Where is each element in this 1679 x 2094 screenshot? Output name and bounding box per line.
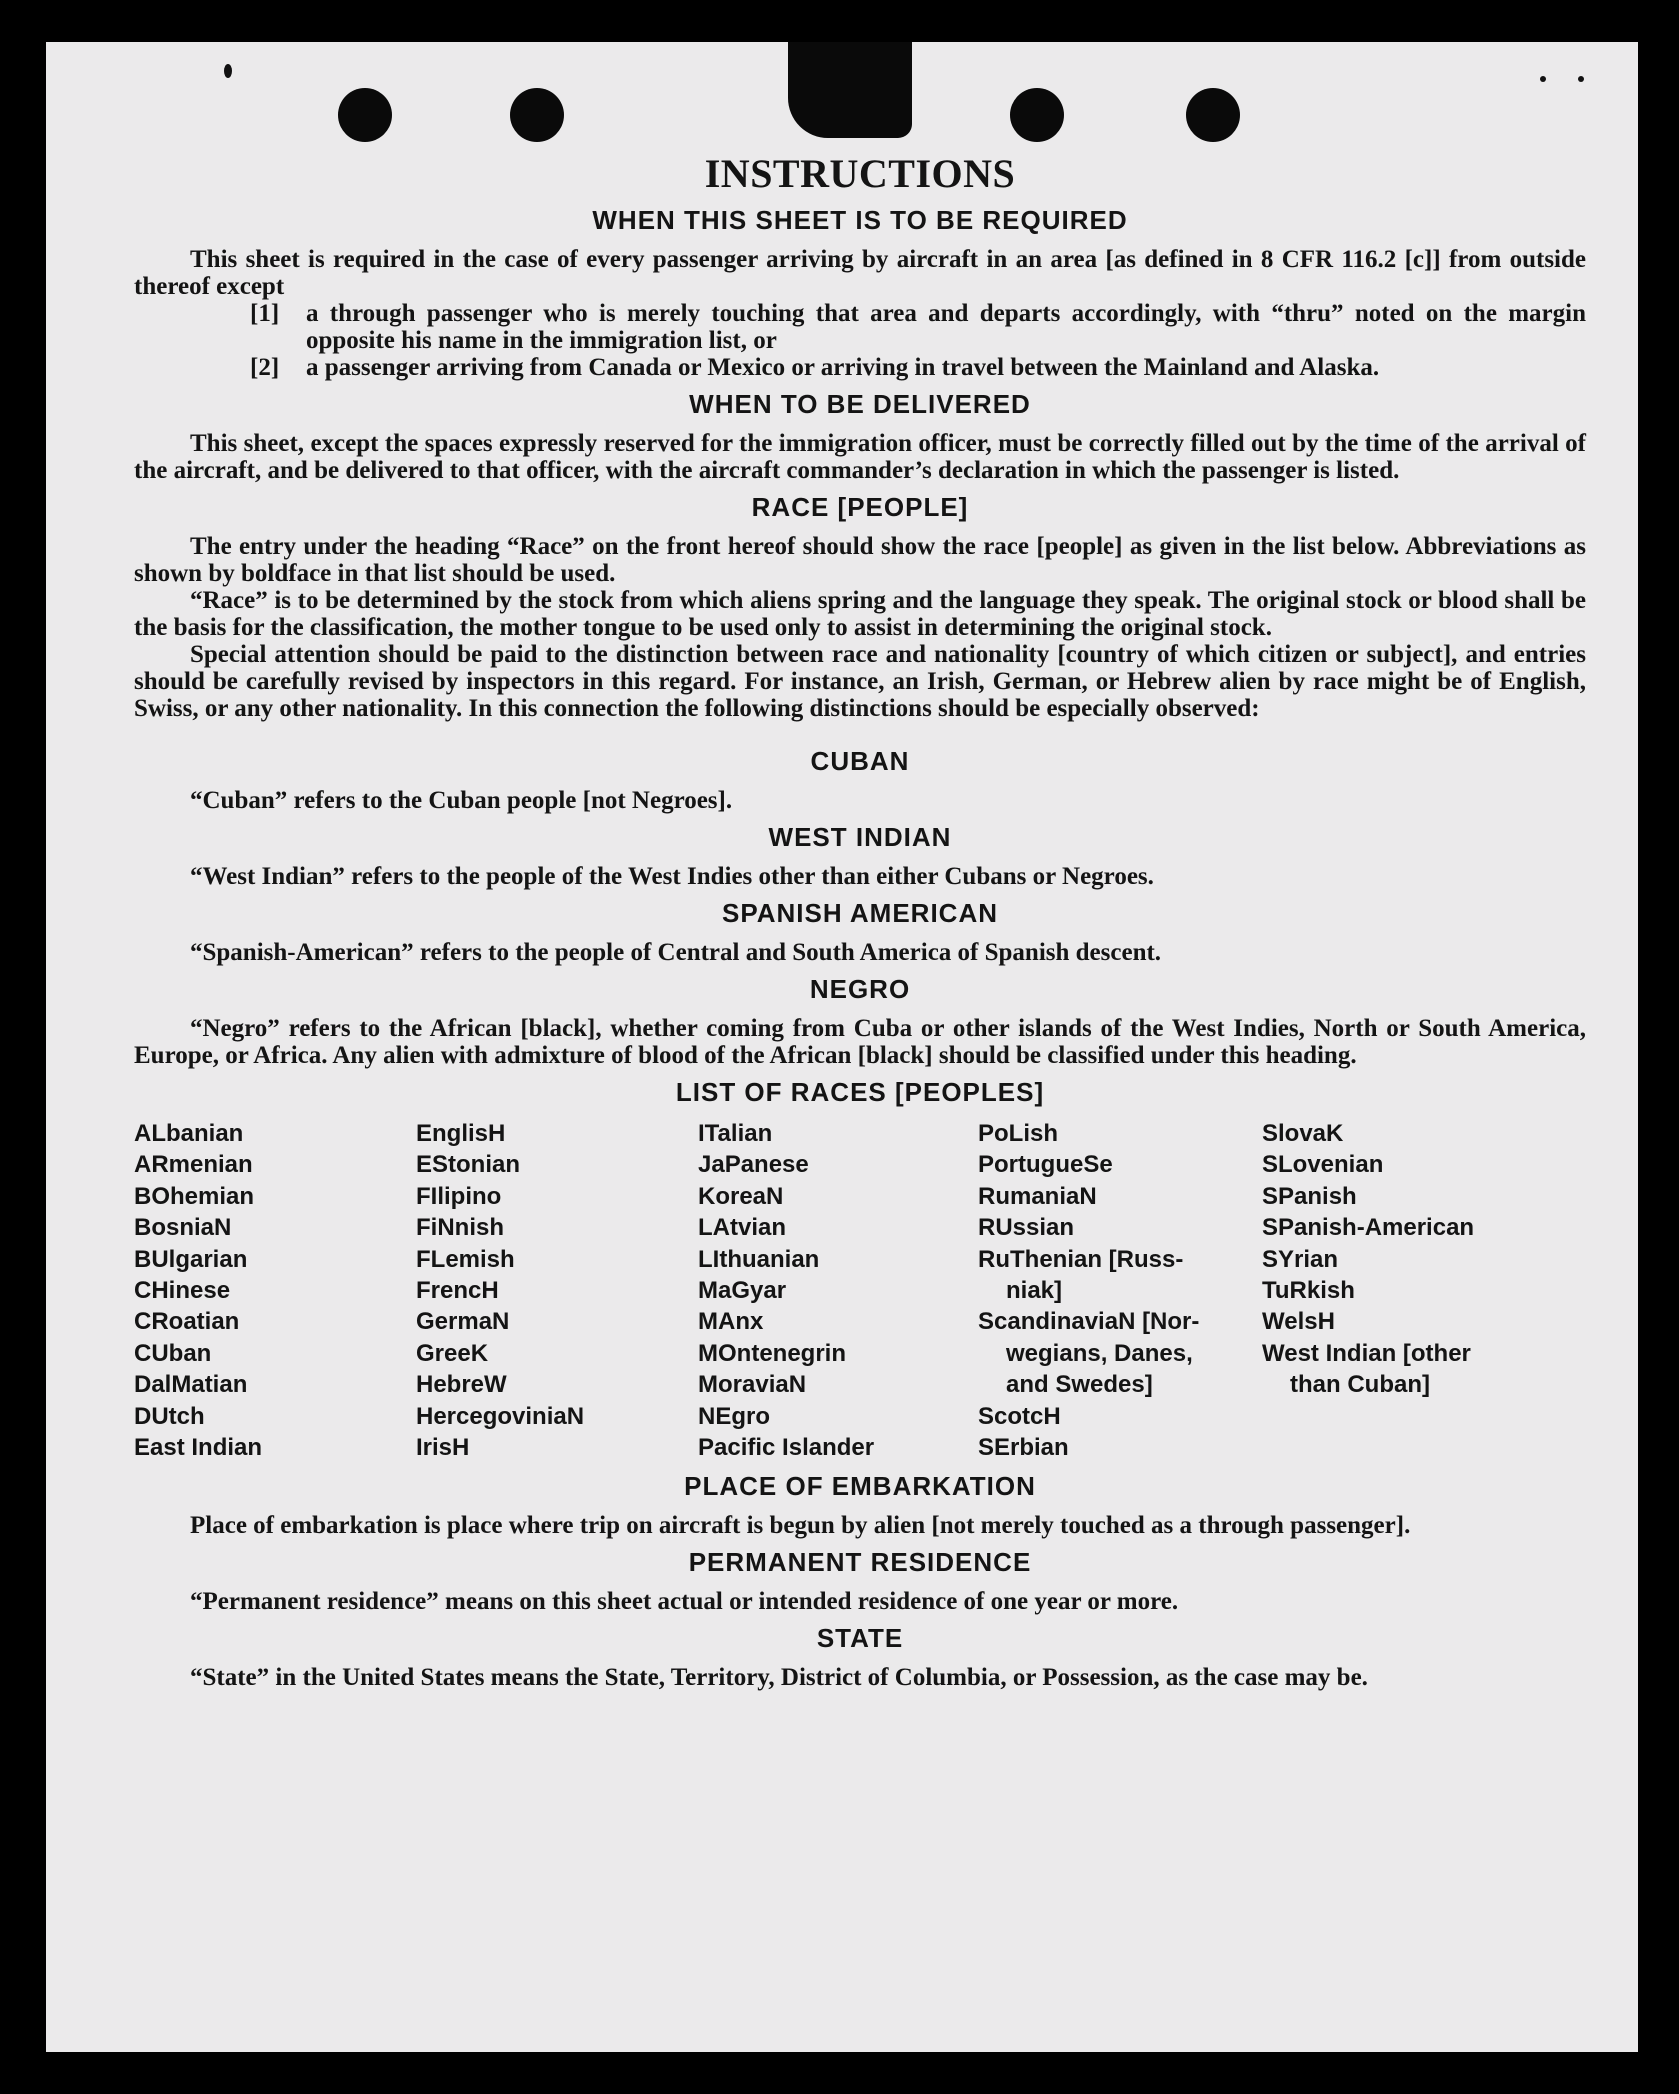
race-entry: HebreW bbox=[416, 1371, 507, 1399]
race-entry: MOntenegrin bbox=[698, 1339, 846, 1367]
section-heading-state: STATE bbox=[816, 1623, 904, 1654]
section-heading-embarkation: PLACE OF EMBARKATION bbox=[684, 1471, 1036, 1502]
race-entry: SErbian bbox=[978, 1434, 1069, 1462]
race-entry-continuation: niak] bbox=[1006, 1277, 1063, 1305]
section-heading-race: RACE [PEOPLE] bbox=[751, 492, 969, 522]
race-entry: ALbanian bbox=[134, 1120, 244, 1147]
page-title: INSTRUCTIONS bbox=[704, 151, 1016, 196]
race-entry: GreeK bbox=[416, 1339, 489, 1367]
race-entry: SLovenian bbox=[1262, 1151, 1384, 1179]
race-entry: GermaN bbox=[416, 1308, 510, 1336]
required-intro: This sheet is required in the case of every passenger arriving by aircraft in an area [as defined in 8 CFR 116.2 [c]] from outside thereof except bbox=[134, 246, 1586, 300]
race-entry: FIlipino bbox=[416, 1182, 502, 1210]
race-entry: RUssian bbox=[978, 1214, 1075, 1242]
race-entry: JaPanese bbox=[698, 1151, 809, 1179]
race-entry: Pacific Islander bbox=[698, 1434, 875, 1462]
race-entry: MAnx bbox=[698, 1308, 764, 1336]
race-entry: PortugueSe bbox=[978, 1151, 1113, 1179]
race-entry: FLemish bbox=[416, 1245, 515, 1273]
race-entry: ARmenian bbox=[134, 1151, 253, 1179]
race-entry: TuRkish bbox=[1262, 1277, 1355, 1305]
race-entry: DalMatian bbox=[134, 1371, 248, 1399]
race-entry: CHinese bbox=[134, 1277, 231, 1305]
race-paragraph: The entry under the heading “Race” on the front hereof should show the race [people] as given in the list below. Abbreviations as shown by boldface in that list should be used. bbox=[134, 533, 1586, 587]
race-entry-continuation: and Swedes] bbox=[1006, 1371, 1153, 1399]
exception-item bbox=[134, 300, 1586, 354]
punch-hole bbox=[510, 88, 564, 142]
item-number: [2] bbox=[250, 354, 280, 381]
ink-speck bbox=[1540, 76, 1546, 82]
race-entry: KoreaN bbox=[698, 1182, 784, 1210]
race-entry: RumaniaN bbox=[978, 1182, 1097, 1210]
races-column bbox=[416, 1118, 698, 1463]
race-entry: RuThenian [Russ- bbox=[978, 1245, 1184, 1273]
race-paragraph: “Race” is to be determined by the stock from which aliens spring and the language they speak. The original stock or blood shall be the basis for the classification, the mother tongue to be used only to assist in determining the original stock. bbox=[134, 587, 1586, 641]
race-entry: SlovaK bbox=[1262, 1120, 1344, 1147]
race-entry-continuation: wegians, Danes, bbox=[1006, 1339, 1193, 1367]
race-entry: CUban bbox=[134, 1339, 212, 1367]
race-entry: EStonian bbox=[416, 1151, 521, 1179]
race-entry-continuation: than Cuban] bbox=[1290, 1371, 1430, 1399]
race-entry: WelsH bbox=[1262, 1308, 1335, 1336]
item-text: a through passenger who is merely touching that area and departs accordingly, with “thru” noted on the margin opposite his name in the immigration list, or bbox=[306, 300, 1586, 354]
race-entry: BUlgarian bbox=[134, 1245, 248, 1273]
races-column bbox=[134, 1118, 416, 1463]
race-entry: ITalian bbox=[698, 1120, 773, 1147]
state-text: “State” in the United States means the State, Territory, District of Columbia, or Possession, as the case may be. bbox=[190, 1664, 1368, 1692]
races-column bbox=[698, 1118, 978, 1463]
race-entry: PoLish bbox=[978, 1120, 1059, 1147]
punch-hole bbox=[338, 88, 392, 142]
document-page bbox=[46, 42, 1638, 2052]
embarkation-text: Place of embarkation is place where trip on aircraft is begun by alien [not merely touched as a through passenger]. bbox=[190, 1512, 1411, 1540]
race-entry: East Indian bbox=[134, 1434, 263, 1462]
item-text: a passenger arriving from Canada or Mexico or arriving in travel between the Mainland and Alaska. bbox=[306, 354, 1380, 381]
section-heading-residence: PERMANENT RESIDENCE bbox=[688, 1547, 1032, 1578]
race-entry: BosniaN bbox=[134, 1214, 232, 1242]
race-entry: CRoatian bbox=[134, 1308, 240, 1336]
race-entry: NEgro bbox=[698, 1402, 770, 1430]
race-entry: EnglisH bbox=[416, 1120, 506, 1147]
race-entry: HercegoviniaN bbox=[416, 1402, 585, 1430]
section-heading-cuban: CUBAN bbox=[810, 746, 910, 776]
races-column bbox=[1262, 1118, 1562, 1463]
race-entry: SPanish-American bbox=[1262, 1214, 1475, 1242]
delivered-text: This sheet, except the spaces expressly reserved for the immigration officer, must be correctly filled out by the time of the arrival of the aircraft, and be delivered to that officer, with the aircraft commander’s declaration in which the passenger is listed. bbox=[134, 430, 1586, 484]
race-entry: MaGyar bbox=[698, 1277, 787, 1305]
torn-notch bbox=[788, 42, 912, 138]
ink-speck bbox=[1578, 76, 1584, 82]
punch-hole bbox=[1010, 88, 1064, 142]
race-entry: LAtvian bbox=[698, 1214, 787, 1242]
section-heading-negro: NEGRO bbox=[809, 974, 911, 1004]
section-heading-delivered: WHEN TO BE DELIVERED bbox=[689, 389, 1031, 419]
exception-item bbox=[134, 354, 1586, 381]
races-column bbox=[978, 1118, 1262, 1463]
race-entry: FiNnish bbox=[416, 1214, 504, 1242]
race-entry: SYrian bbox=[1262, 1245, 1339, 1273]
section-heading-list-of-races: LIST OF RACES [PEOPLES] bbox=[675, 1077, 1045, 1107]
race-entry: West Indian [other bbox=[1262, 1339, 1471, 1367]
section-heading-west-indian: WEST INDIAN bbox=[768, 822, 952, 852]
race-entry: ScandinaviaN [Nor- bbox=[978, 1308, 1200, 1336]
race-entry: ScotcH bbox=[978, 1402, 1061, 1430]
race-entry: SPanish bbox=[1262, 1182, 1357, 1210]
cuban-text: “Cuban” refers to the Cuban people [not Negroes]. bbox=[190, 787, 733, 814]
section-heading-required: WHEN THIS SHEET IS TO BE REQUIRED bbox=[592, 205, 1128, 235]
race-entry: IrisH bbox=[416, 1434, 470, 1462]
race-entry: BOhemian bbox=[134, 1182, 255, 1210]
race-entry: DUtch bbox=[134, 1402, 205, 1430]
instructions-content bbox=[134, 150, 1586, 1691]
negro-text: “Negro” refers to the African [black], whether coming from Cuba or other islands of the West Indies, North or South America, Europe, or Africa. Any alien with admixture of blood of the African [black] should be classified under this heading. bbox=[134, 1015, 1586, 1069]
residence-text: “Permanent residence” means on this sheet actual or intended residence of one year or more. bbox=[190, 1588, 1179, 1616]
section-heading-spanish-american: SPANISH AMERICAN bbox=[721, 898, 998, 928]
west-indian-text: “West Indian” refers to the people of the West Indies other than either Cubans or Negroes. bbox=[190, 863, 1154, 890]
punch-hole bbox=[1186, 88, 1240, 142]
race-entry: FrencH bbox=[416, 1277, 499, 1305]
race-paragraph: Special attention should be paid to the distinction between race and nationality [country of which citizen or subject], and entries should be carefully revised by inspectors in this regard. For instance, an Irish, German, or Hebrew alien by race might be of English, Swiss, or any other nationality. In this connection the following distinctions should be especially observed: bbox=[134, 641, 1586, 722]
race-entry: LIthuanian bbox=[698, 1245, 820, 1273]
ink-speck bbox=[224, 64, 232, 78]
item-number: [1] bbox=[250, 300, 280, 327]
race-entry: MoraviaN bbox=[698, 1371, 807, 1399]
races-list bbox=[134, 1118, 1586, 1463]
spanish-american-text: “Spanish-American” refers to the people of Central and South America of Spanish descent. bbox=[190, 939, 1162, 966]
